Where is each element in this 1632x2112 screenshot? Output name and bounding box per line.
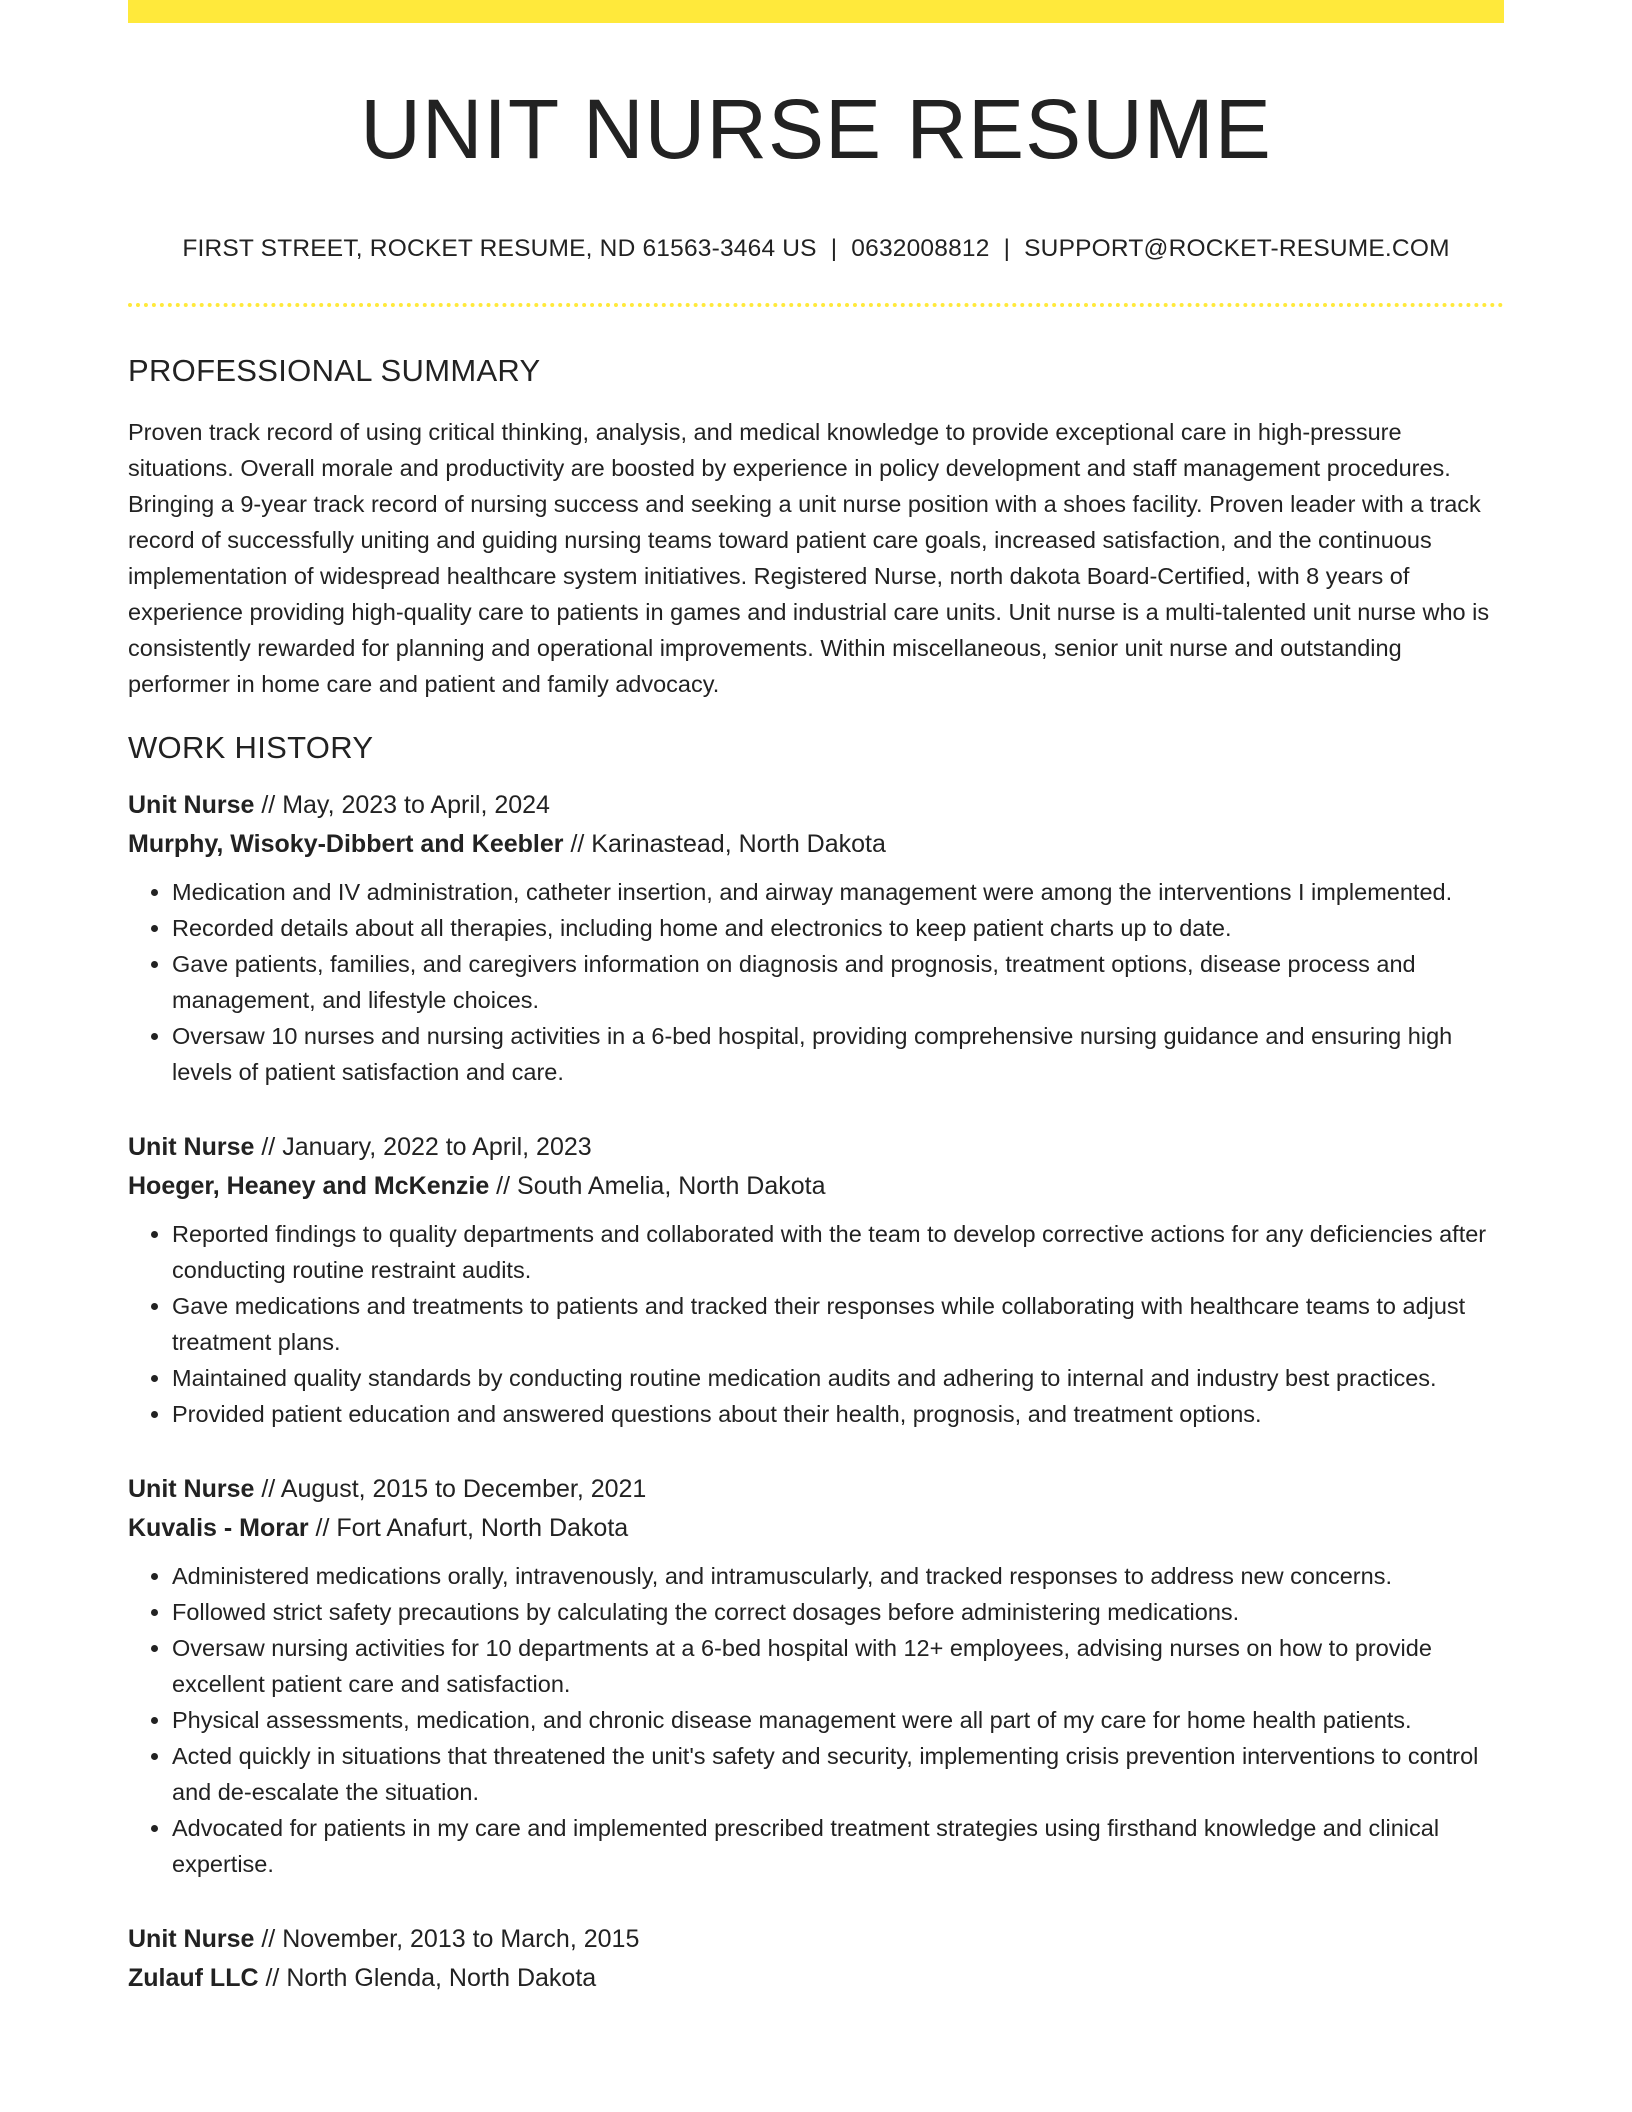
job-bullet: • Followed strict safety precautions by calculating the correct dosages before administering medications. bbox=[172, 1594, 1504, 1630]
contact-phone: 0632008812 bbox=[851, 235, 990, 263]
contact-separator: | bbox=[1003, 235, 1011, 263]
job-bullet: • Medication and IV administration, catheter insertion, and airway management were among the interventions I implemented. bbox=[172, 874, 1504, 910]
job-bullet: • Recorded details about all therapies, including home and electronics to keep patient charts up to date. bbox=[172, 910, 1504, 946]
job-bullet: • Reported findings to quality departments and collaborated with the team to develop corrective actions for any deficiencies after conducting routine restraint audits. bbox=[172, 1216, 1504, 1288]
job-bullet: • Gave medications and treatments to patients and tracked their responses while collaborating with healthcare teams to adjust treatment plans. bbox=[172, 1288, 1504, 1360]
job-company: Murphy, Wisoky-Dibbert and Keebler bbox=[128, 830, 564, 859]
job-position: Unit Nurse bbox=[128, 1475, 255, 1504]
job-bullet: • Physical assessments, medication, and chronic disease management were all part of my care for home health patients. bbox=[172, 1702, 1504, 1738]
job-position: Unit Nurse bbox=[128, 791, 255, 820]
top-accent-bar bbox=[128, 0, 1504, 23]
job-bullet: • Oversaw nursing activities for 10 departments at a 6-bed hospital with 12+ employees, advising nurses on how to provide excellent patient care and satisfaction. bbox=[172, 1630, 1504, 1702]
job-location: // North Glenda, North Dakota bbox=[258, 1964, 597, 1993]
job-title-line bbox=[128, 1128, 1504, 1167]
resume-page bbox=[128, 0, 1504, 1998]
job-location: // Karinastead, North Dakota bbox=[563, 830, 886, 859]
job-entry bbox=[128, 1470, 1504, 1882]
job-title-line bbox=[128, 786, 1504, 825]
job-bullets bbox=[128, 1558, 1504, 1882]
job-location: // Fort Anafurt, North Dakota bbox=[308, 1514, 629, 1543]
job-bullet: • Maintained quality standards by conducting routine medication audits and adhering to internal and industry best practices. bbox=[172, 1360, 1504, 1396]
job-bullet: • Acted quickly in situations that threatened the unit's safety and security, implementing crisis prevention interventions to control and de-escalate the situation. bbox=[172, 1738, 1504, 1810]
job-company-line bbox=[128, 1509, 1504, 1548]
job-dates: // January, 2022 to April, 2023 bbox=[254, 1133, 592, 1162]
job-entry bbox=[128, 1920, 1504, 1998]
work-history-heading: WORK HISTORY bbox=[128, 730, 374, 766]
job-bullet: • Advocated for patients in my care and implemented prescribed treatment strategies using firsthand knowledge and clinical expertise. bbox=[172, 1810, 1504, 1882]
job-dates: // August, 2015 to December, 2021 bbox=[254, 1475, 647, 1504]
dotted-divider bbox=[128, 303, 1504, 307]
summary-heading: PROFESSIONAL SUMMARY bbox=[128, 353, 541, 389]
job-bullet: • Provided patient education and answered questions about their health, prognosis, and treatment options. bbox=[172, 1396, 1504, 1432]
job-company: Hoeger, Heaney and McKenzie bbox=[128, 1172, 490, 1201]
job-company: Kuvalis - Morar bbox=[128, 1514, 309, 1543]
job-bullet: • Gave patients, families, and caregivers information on diagnosis and prognosis, treatment options, disease process and management, and lifestyle choices. bbox=[172, 946, 1504, 1018]
job-company-line bbox=[128, 1167, 1504, 1206]
job-position: Unit Nurse bbox=[128, 1133, 255, 1162]
contact-email: SUPPORT@ROCKET-RESUME.COM bbox=[1024, 235, 1450, 263]
job-title-line bbox=[128, 1920, 1504, 1959]
summary-text: Proven track record of using critical thinking, analysis, and medical knowledge to provide exceptional care in high-pressure situations. Overall morale and productivity are boosted by experience in policy development and staff management procedures. Bringing a 9-year track record of nursing success and seeking a unit nurse position with a shoes facility. Proven leader with a track record of successfully uniting and guiding nursing teams toward patient care goals, increased satisfaction, and the continuous implementation of widespread healthcare system initiatives. Registered Nurse, north dakota Board-Certified, with 8 years of experience providing high-quality care to patients in games and industrial care units. Unit nurse is a multi-talented unit nurse who is consistently rewarded for planning and operational improvements. Within miscellaneous, senior unit nurse and outstanding performer in home care and patient and family advocacy. bbox=[128, 419, 1490, 698]
contact-separator: | bbox=[830, 235, 838, 263]
job-bullet: • Oversaw 10 nurses and nursing activities in a 6-bed hospital, providing comprehensive nursing guidance and ensuring high levels of patient satisfaction and care. bbox=[172, 1018, 1504, 1090]
job-company: Zulauf LLC bbox=[128, 1964, 259, 1993]
job-bullet: • Administered medications orally, intravenously, and intramuscularly, and tracked responses to address new concerns. bbox=[172, 1558, 1504, 1594]
job-location: // South Amelia, North Dakota bbox=[489, 1172, 826, 1201]
job-company-line bbox=[128, 1959, 1504, 1998]
contact-line bbox=[128, 235, 1504, 263]
job-dates: // November, 2013 to March, 2015 bbox=[254, 1925, 640, 1954]
job-dates: // May, 2023 to April, 2024 bbox=[254, 791, 550, 820]
resume-title: UNIT NURSE RESUME bbox=[360, 82, 1272, 176]
job-entry bbox=[128, 786, 1504, 1090]
work-history-list bbox=[128, 786, 1504, 1998]
job-company-line bbox=[128, 825, 1504, 864]
job-position: Unit Nurse bbox=[128, 1925, 255, 1954]
job-bullets bbox=[128, 874, 1504, 1090]
contact-address: FIRST STREET, ROCKET RESUME, ND 61563-3464 US bbox=[182, 235, 817, 263]
job-entry bbox=[128, 1128, 1504, 1432]
job-title-line bbox=[128, 1470, 1504, 1509]
job-bullets bbox=[128, 1216, 1504, 1432]
